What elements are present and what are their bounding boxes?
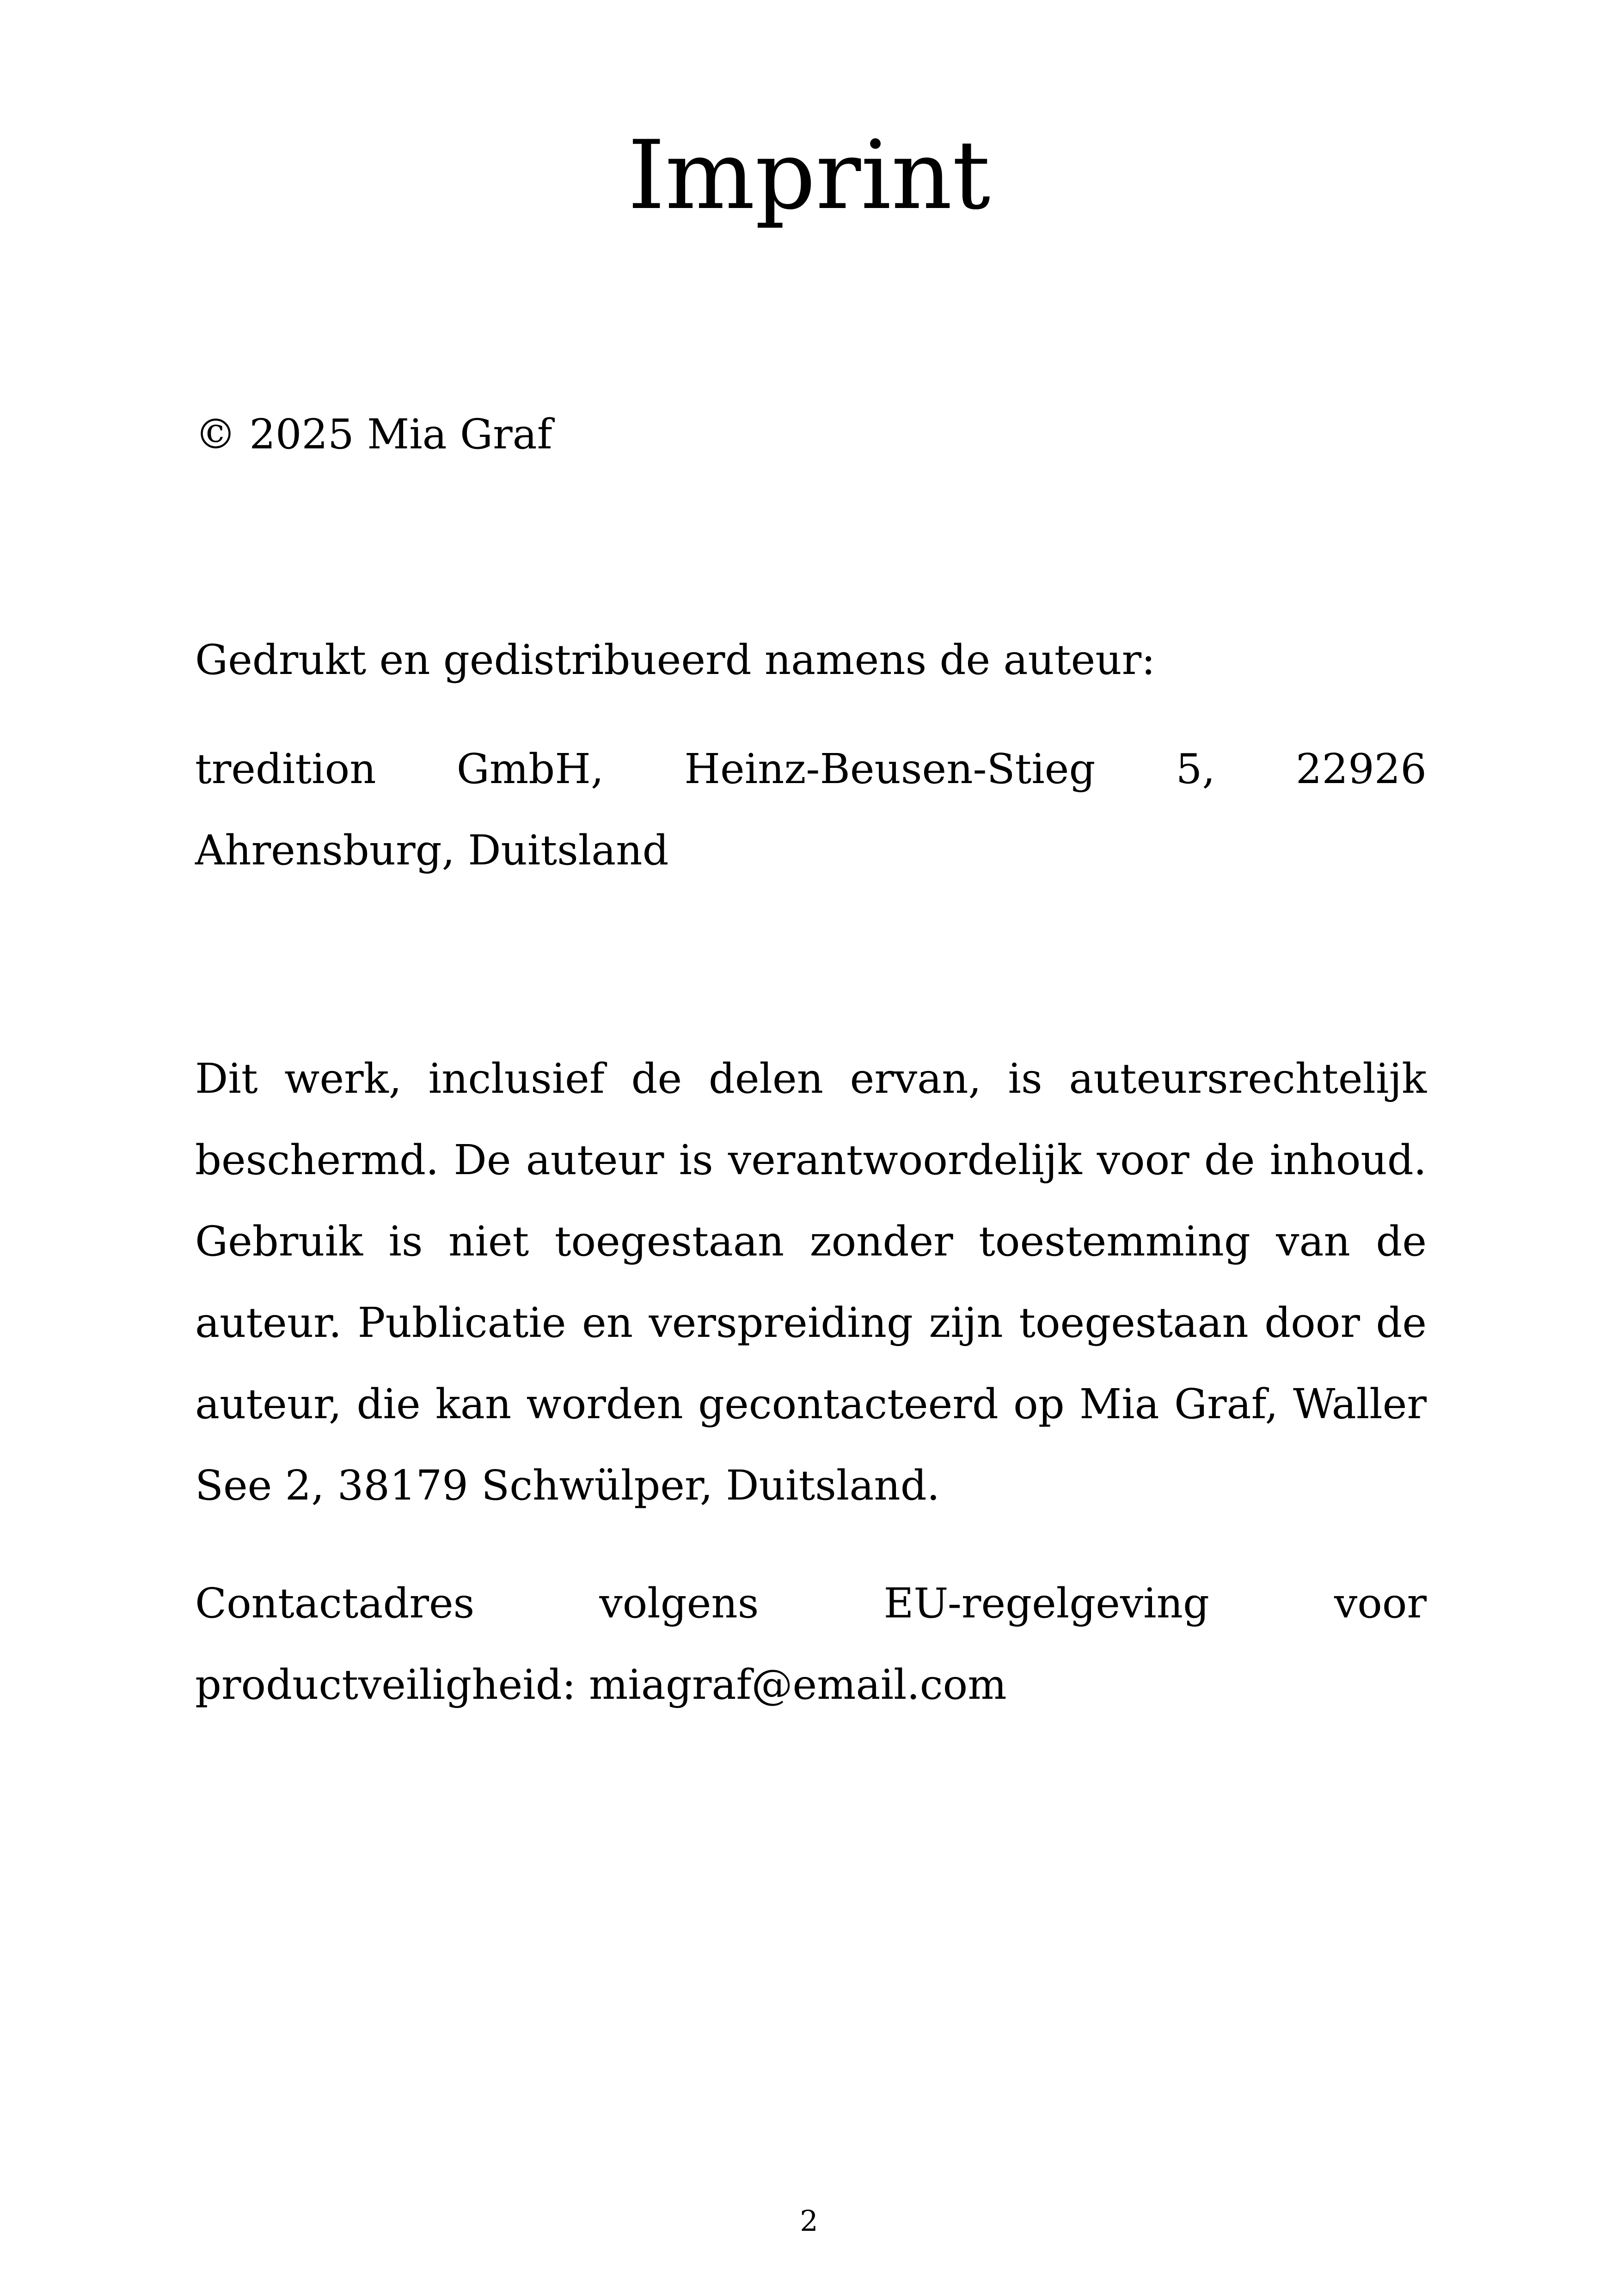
copyright-line: © 2025 Mia Graf xyxy=(195,410,552,458)
printed-on-behalf-label: Gedrukt en gedistribueerd namens de auteur: xyxy=(195,636,1156,684)
page-number: 2 xyxy=(800,2204,818,2238)
printer-address: tredition GmbH, Heinz-Beusen-Stieg 5, 22926 Ahrensburg, Duitsland xyxy=(195,745,1427,874)
contact-address-paragraph: Contactadres volgens EU-regelgeving voor productveiligheid: miagraf@email.com xyxy=(195,1579,1427,1708)
page-title: Imprint xyxy=(627,121,991,231)
copyright-notice-paragraph: Dit werk, inclusief de delen ervan, is auteursrechtelijk beschermd. De auteur is verantwoordelijk voor de inhoud. Gebruik is niet toegestaan zonder toestemming van de auteur. Publicatie en verspreiding zijn toegestaan door de auteur, die kan worden gecontacteerd op Mia Graf, Waller See 2, 38179 Schwülper, Duitsland. xyxy=(195,1054,1427,1509)
